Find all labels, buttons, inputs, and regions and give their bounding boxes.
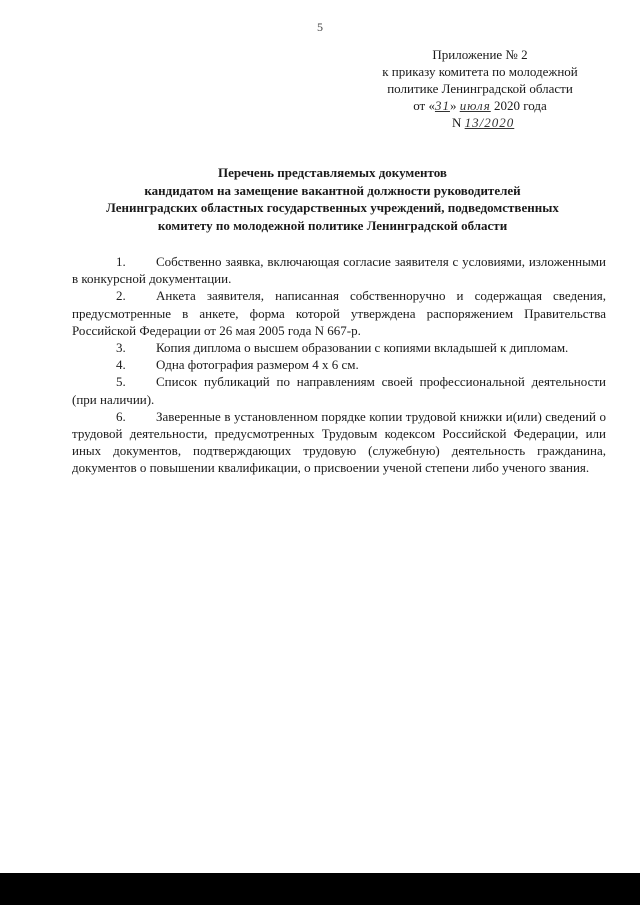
page-number: 5: [317, 20, 323, 34]
list-item: [72, 339, 606, 356]
documents-list: [72, 253, 606, 477]
list-item: [72, 253, 606, 287]
appendix-line-2: политике Ленинградской области: [387, 81, 573, 96]
list-item-text: Одна фотография размером 4 х 6 см.: [156, 357, 359, 373]
appendix-date: [352, 97, 608, 114]
list-item-text: Список публикаций по направлениям своей профессиональной деятельности (при наличии).: [72, 374, 606, 407]
list-item-number: 4.: [116, 357, 126, 373]
document-title: [60, 164, 605, 234]
date-year: 2020 года: [490, 98, 547, 113]
scan-border: [0, 873, 640, 905]
title-line-2: кандидатом на замещение вакантной должности руководителей: [144, 182, 521, 198]
title-line-3: Ленинградских областных государственных учреждений, подведомственных: [106, 200, 559, 215]
list-item: [72, 287, 606, 339]
appendix-number: [352, 114, 608, 131]
date-month: июля: [459, 98, 491, 113]
list-item-number: 3.: [116, 340, 126, 356]
list-item: [72, 356, 606, 373]
list-item: [72, 373, 606, 407]
list-item-text: Заверенные в установленном порядке копии трудовой книжки и(или) сведений о трудовой деятельности, предусмотренных Трудовым кодексом Российской Федерации, или иных документов, подтверждающих трудовую (служебную) деятельность гражданина, документов о повышении квалификации, о присвоении ученой степени либо ученого звания.: [72, 408, 606, 476]
number-prefix: N: [452, 115, 465, 130]
appendix-header: [352, 46, 608, 131]
appendix-line-1: к приказу комитета по молодежной: [382, 64, 578, 79]
date-mid: »: [449, 98, 460, 113]
appendix-title: Приложение № 2: [432, 47, 528, 62]
title-line-1: Перечень представляемых документов: [218, 165, 447, 180]
list-item-number: 5.: [116, 374, 126, 390]
list-item-text: Анкета заявителя, написанная собственноручно и содержащая сведения, предусмотренные в анкете, форма которой утверждена распоряжением Правительства Российской Федерации от 26 мая 2005 года N 667-р.: [72, 288, 606, 338]
list-item-number: 2.: [116, 288, 126, 304]
list-item-text: Собственно заявка, включающая согласие заявителя с условиями, изложенными в конкурсной документации.: [72, 254, 606, 287]
number-value: 13/2020: [464, 115, 515, 130]
list-item-text: Копия диплома о высшем образовании с копиями вкладышей к дипломам.: [156, 340, 569, 356]
date-prefix: от «: [413, 98, 435, 113]
list-item-number: 1.: [116, 254, 126, 269]
list-item: [72, 408, 606, 477]
date-day: 31: [434, 98, 450, 113]
list-item-number: 6.: [116, 408, 126, 424]
title-line-4: комитету по молодежной политике Ленинградской области: [157, 217, 508, 233]
